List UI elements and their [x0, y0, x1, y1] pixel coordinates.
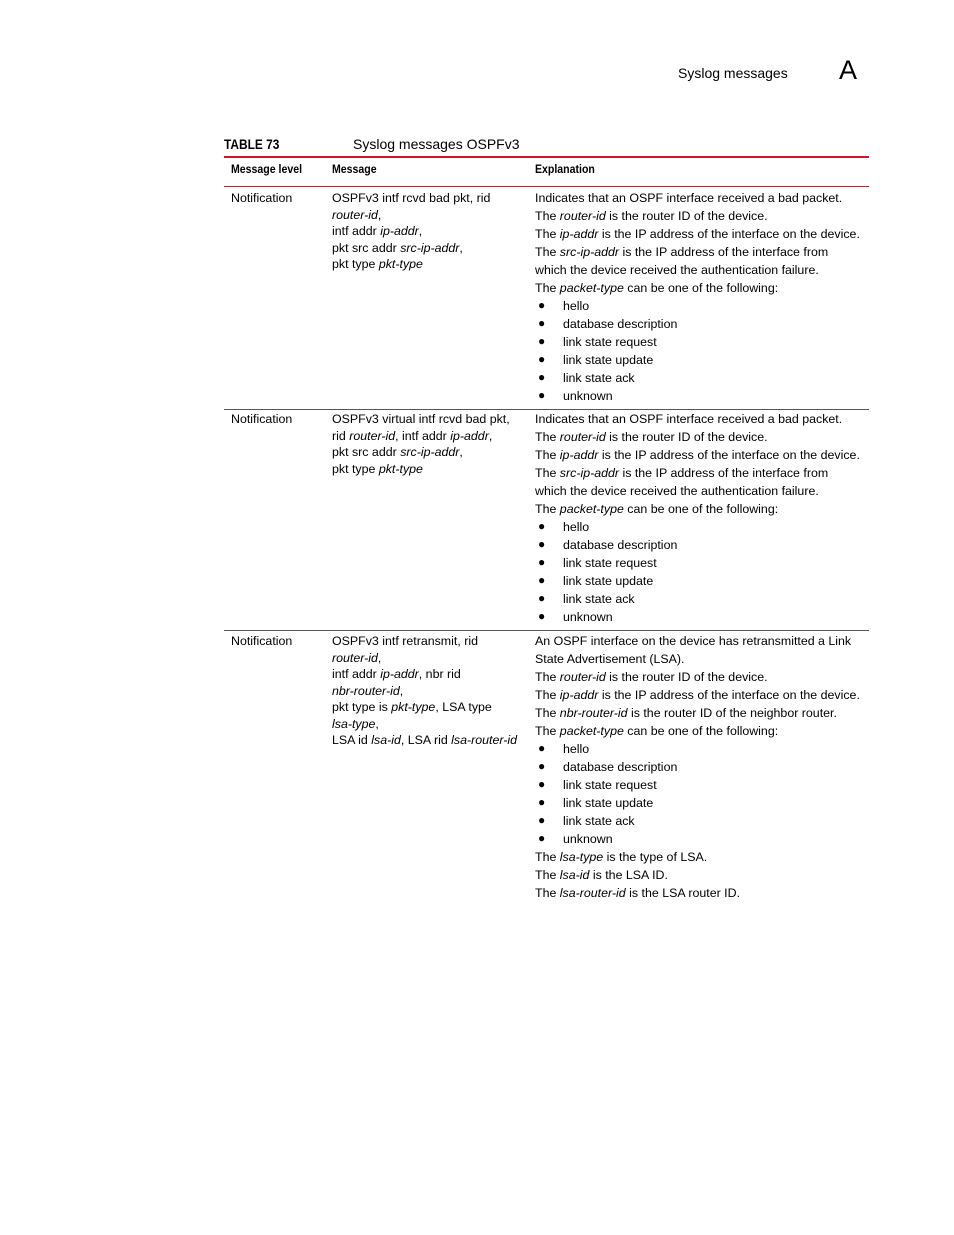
message-cell: [332, 633, 517, 749]
text-run: State Advertisement (LSA).: [535, 652, 685, 666]
explanation-line: [535, 867, 860, 884]
variable-term: src-ip-addr: [559, 245, 620, 259]
text-run: An OSPF interface on the device has retransmitted a Link: [535, 634, 852, 648]
appendix-letter: A: [839, 55, 858, 85]
text-run: The: [535, 868, 560, 882]
list-item: [535, 316, 860, 333]
header-bottom-rule: [224, 186, 869, 187]
bullet-icon: ●: [538, 316, 546, 330]
text-run: is the type of LSA.: [603, 850, 708, 864]
running-header-title: Syslog messages: [678, 65, 788, 81]
list-item: [535, 777, 860, 794]
table-top-rule: [224, 156, 869, 158]
list-item-label: link state ack: [563, 592, 635, 606]
message-line: [332, 190, 490, 207]
variable-term: pkt-type: [378, 461, 423, 476]
message-line: [332, 428, 510, 445]
variable-term: router-id: [559, 209, 606, 223]
explanation-line: [535, 669, 860, 686]
bullet-icon: ●: [538, 741, 546, 755]
bullet-icon: ●: [538, 334, 546, 348]
text-run: which the device received the authentication failure.: [535, 484, 819, 498]
table-number: TABLE 73: [224, 136, 280, 152]
variable-term: router-id: [559, 430, 606, 444]
bullet-icon: ●: [538, 759, 546, 773]
explanation-cell: [535, 411, 860, 627]
list-item-label: hello: [563, 520, 590, 534]
bullet-icon: ●: [538, 298, 546, 312]
list-item: [535, 573, 860, 590]
text-run: is the IP address of the interface on the device.: [598, 227, 860, 241]
list-item: [535, 609, 860, 626]
text-run: pkt type: [332, 257, 379, 271]
variable-term: packet-type: [559, 724, 624, 738]
row-separator: [224, 409, 869, 410]
list-item: [535, 795, 860, 812]
message-line: [332, 716, 517, 733]
message-level-cell: Notification: [231, 634, 293, 648]
explanation-line: [535, 849, 860, 866]
column-header-explanation: Explanation: [535, 162, 595, 176]
text-run: , intf addr: [395, 428, 451, 443]
explanation-line: [535, 465, 860, 482]
packet-type-list: [535, 298, 860, 405]
explanation-line: [535, 244, 860, 261]
variable-term: lsa-type: [332, 716, 376, 731]
list-item-label: link state request: [563, 556, 657, 570]
variable-term: lsa-type: [559, 850, 604, 864]
text-run: OSPFv3 intf retransmit, rid: [332, 634, 478, 648]
list-item-label: link state request: [563, 335, 657, 349]
list-item: [535, 759, 860, 776]
text-run: The: [535, 724, 560, 738]
explanation-line: [535, 429, 860, 446]
message-line: [332, 683, 517, 700]
variable-term: src-ip-addr: [400, 445, 460, 459]
variable-term: lsa-router-id: [451, 733, 518, 747]
text-run: The: [535, 688, 560, 702]
explanation-line: [535, 705, 860, 722]
list-item-label: link state request: [563, 778, 657, 792]
variable-term: nbr-router-id: [559, 706, 628, 720]
list-item-label: hello: [563, 299, 590, 313]
list-item: [535, 334, 860, 351]
explanation-line: [535, 226, 860, 243]
text-run: Indicates that an OSPF interface received a bad packet.: [535, 412, 843, 426]
bullet-icon: ●: [538, 609, 546, 623]
text-run: ,: [418, 224, 423, 238]
variable-term: packet-type: [559, 502, 624, 516]
explanation-line: [535, 411, 860, 428]
text-run: The: [535, 209, 560, 223]
variable-term: nbr-router-id: [332, 683, 400, 698]
list-item: [535, 370, 860, 387]
explanation-line: [535, 651, 860, 668]
text-run: , LSA type: [435, 700, 492, 714]
list-item-label: unknown: [563, 610, 613, 624]
bullet-icon: ●: [538, 352, 546, 366]
explanation-line: [535, 190, 860, 207]
text-run: , LSA rid: [400, 733, 452, 747]
message-line: [332, 240, 490, 257]
explanation-line: [535, 687, 860, 704]
list-item: [535, 388, 860, 405]
list-item: [535, 831, 860, 848]
variable-term: ip-addr: [380, 224, 419, 238]
text-run: can be one of the following:: [623, 281, 779, 295]
variable-term: packet-type: [559, 281, 624, 295]
text-run: ,: [459, 445, 463, 459]
message-line: [332, 207, 490, 224]
list-item-label: link state ack: [563, 814, 635, 828]
text-run: The: [535, 886, 560, 900]
bullet-icon: ●: [538, 573, 546, 587]
list-item-label: database description: [563, 538, 678, 552]
list-item-label: database description: [563, 317, 678, 331]
explanation-line: [535, 262, 860, 279]
list-item-label: link state update: [563, 353, 654, 367]
list-item: [535, 537, 860, 554]
table-caption: Syslog messages OSPFv3: [353, 136, 520, 152]
explanation-line: [535, 447, 860, 464]
text-run: The: [535, 502, 560, 516]
text-run: is the router ID of the device.: [605, 430, 768, 444]
text-run: is the LSA ID.: [589, 868, 668, 882]
variable-term: src-ip-addr: [400, 240, 460, 255]
message-line: [332, 633, 517, 650]
text-run: The: [535, 448, 560, 462]
variable-term: ip-addr: [559, 227, 599, 241]
bullet-icon: ●: [538, 591, 546, 605]
row-separator: [224, 630, 869, 631]
text-run: is the LSA router ID.: [625, 886, 741, 900]
bullet-icon: ●: [538, 831, 546, 845]
variable-term: router-id: [559, 670, 606, 684]
variable-term: pkt-type: [378, 257, 423, 271]
message-line: [332, 461, 510, 478]
list-item: [535, 298, 860, 315]
text-run: is the router ID of the device.: [605, 209, 768, 223]
text-run: pkt src addr: [332, 445, 401, 459]
bullet-icon: ●: [538, 537, 546, 551]
text-run: is the router ID of the device.: [605, 670, 768, 684]
list-item-label: link state ack: [563, 371, 635, 385]
variable-term: router-id: [332, 650, 378, 665]
variable-term: ip-addr: [559, 688, 599, 702]
text-run: The: [535, 281, 560, 295]
text-run: is the IP address of the interface from: [619, 245, 829, 259]
text-run: The: [535, 430, 560, 444]
text-run: ,: [375, 716, 379, 731]
text-run: OSPFv3 intf rcvd bad pkt, rid: [332, 191, 491, 205]
text-run: pkt type: [332, 461, 379, 476]
bullet-icon: ●: [538, 370, 546, 384]
packet-type-list: [535, 519, 860, 626]
text-run: ,: [488, 428, 493, 443]
list-item-label: link state update: [563, 574, 654, 588]
text-run: which the device received the authentication failure.: [535, 263, 819, 277]
text-run: , nbr rid: [418, 667, 461, 681]
text-run: pkt src addr: [332, 240, 401, 255]
variable-term: src-ip-addr: [559, 466, 620, 480]
text-run: Indicates that an OSPF interface received a bad packet.: [535, 191, 843, 205]
message-line: [332, 650, 517, 667]
bullet-icon: ●: [538, 795, 546, 809]
text-run: ,: [377, 650, 382, 665]
variable-term: lsa-id: [559, 868, 590, 882]
list-item: [535, 813, 860, 830]
variable-term: router-id: [332, 207, 378, 222]
text-run: LSA id: [332, 733, 372, 747]
text-run: ,: [459, 240, 463, 255]
text-run: OSPFv3 virtual intf rcvd bad pkt,: [332, 412, 510, 426]
list-item: [535, 519, 860, 536]
variable-term: router-id: [349, 428, 396, 443]
bullet-icon: ●: [538, 388, 546, 402]
column-header-level: Message level: [231, 162, 303, 176]
bullet-icon: ●: [538, 813, 546, 827]
message-cell: [332, 190, 490, 273]
list-item-label: hello: [563, 742, 590, 756]
explanation-line: [535, 501, 860, 518]
variable-term: lsa-id: [371, 733, 401, 747]
message-cell: [332, 411, 510, 477]
text-run: rid: [332, 428, 350, 443]
list-item-label: link state update: [563, 796, 654, 810]
explanation-cell: [535, 190, 860, 406]
text-run: ,: [377, 207, 382, 222]
text-run: The: [535, 466, 560, 480]
message-level-cell: Notification: [231, 412, 293, 426]
text-run: pkt type is: [332, 700, 392, 714]
explanation-line: [535, 633, 860, 650]
bullet-icon: ●: [538, 777, 546, 791]
list-item-label: unknown: [563, 832, 613, 846]
list-item: [535, 555, 860, 572]
list-item: [535, 741, 860, 758]
text-run: can be one of the following:: [623, 724, 779, 738]
text-run: The: [535, 245, 560, 259]
message-level-cell: Notification: [231, 191, 293, 205]
text-run: The: [535, 850, 560, 864]
list-item-label: unknown: [563, 389, 613, 403]
message-line: [332, 411, 510, 428]
text-run: is the IP address of the interface on the device.: [598, 448, 860, 462]
text-run: The: [535, 670, 560, 684]
column-header-message: Message: [332, 162, 377, 176]
message-line: [332, 223, 490, 240]
message-line: [332, 666, 517, 683]
text-run: is the IP address of the interface on the device.: [598, 688, 860, 702]
packet-type-list: [535, 741, 860, 848]
text-run: intf addr: [332, 667, 381, 681]
explanation-line: [535, 723, 860, 740]
bullet-icon: ●: [538, 555, 546, 569]
explanation-line: [535, 483, 860, 500]
list-item: [535, 591, 860, 608]
explanation-line: [535, 208, 860, 225]
variable-term: ip-addr: [380, 667, 419, 681]
text-run: is the IP address of the interface from: [619, 466, 829, 480]
message-line: [332, 444, 510, 461]
message-line: [332, 699, 517, 716]
explanation-cell: [535, 633, 860, 903]
list-item: [535, 352, 860, 369]
message-line: [332, 732, 517, 749]
variable-term: ip-addr: [450, 428, 489, 443]
bullet-icon: ●: [538, 519, 546, 533]
message-line: [332, 256, 490, 273]
text-run: The: [535, 227, 560, 241]
explanation-line: [535, 280, 860, 297]
text-run: The: [535, 706, 560, 720]
text-run: intf addr: [332, 224, 381, 238]
variable-term: lsa-router-id: [559, 886, 626, 900]
variable-term: ip-addr: [559, 448, 599, 462]
list-item-label: database description: [563, 760, 678, 774]
text-run: is the router ID of the neighbor router.: [627, 706, 837, 720]
text-run: can be one of the following:: [623, 502, 779, 516]
variable-term: pkt-type: [391, 700, 436, 714]
text-run: ,: [399, 683, 404, 698]
explanation-line: [535, 885, 860, 902]
